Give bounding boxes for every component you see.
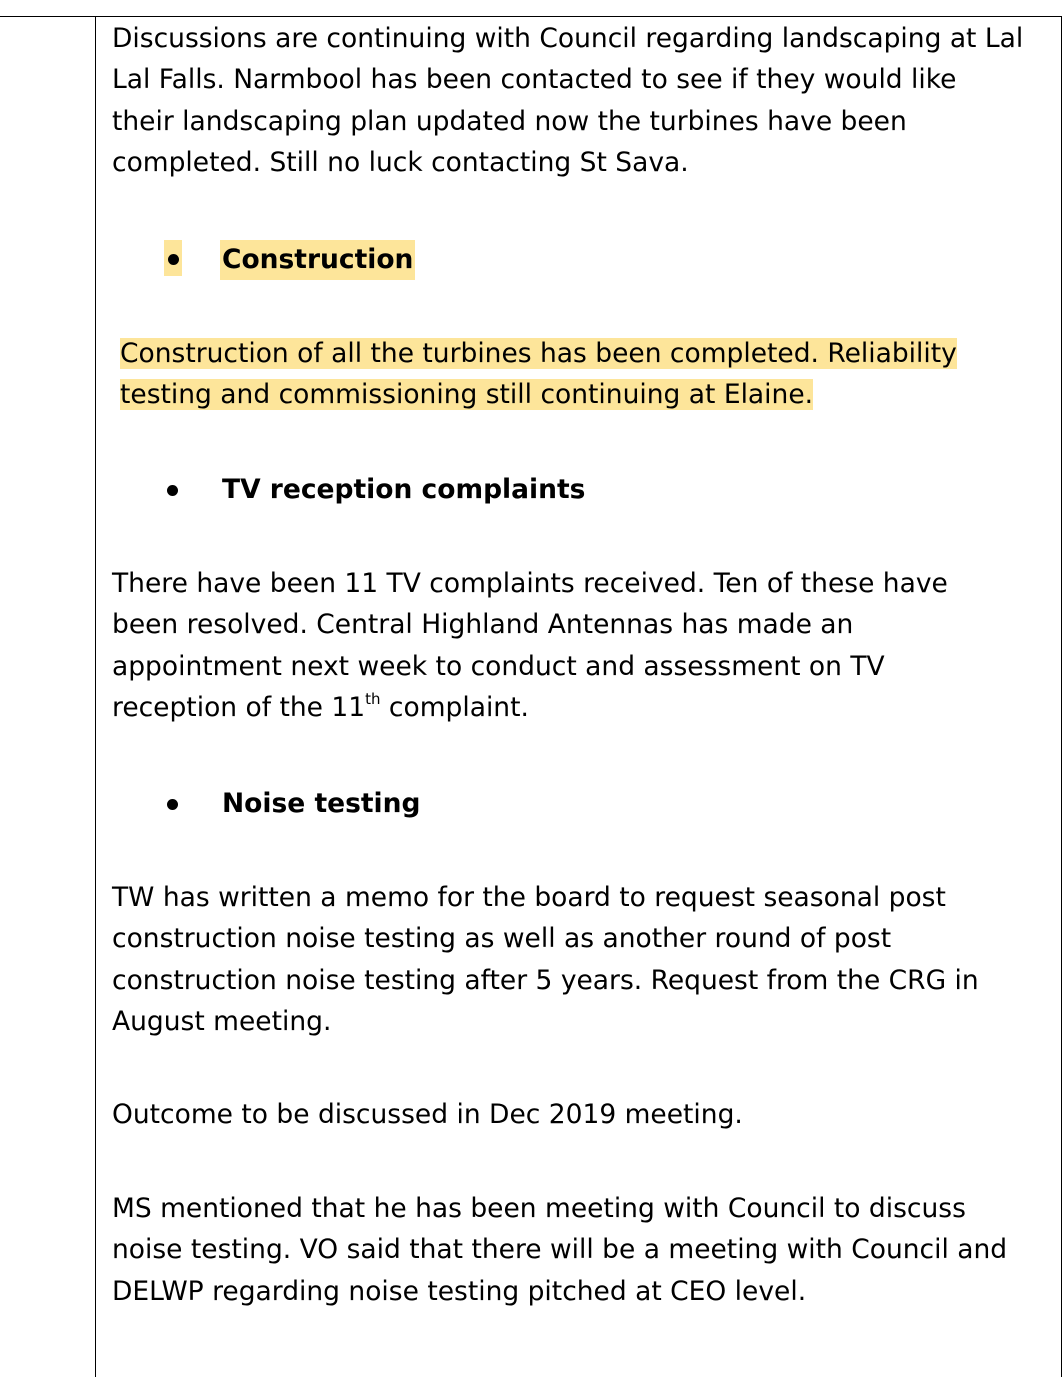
tv-heading: TV reception complaints — [222, 474, 586, 505]
ms-paragraph: MS mentioned that he has been meeting with Council to discuss noise testing. VO said that there will be a meeting with Council and DELWP regarding noise testing pitched at CEO level. — [112, 1193, 1008, 1307]
bullet-icon — [164, 240, 182, 276]
bullet-icon — [164, 796, 180, 812]
outcome-paragraph: Outcome to be discussed in Dec 2019 meeting. — [112, 1099, 743, 1130]
ordinal-suffix: th — [365, 689, 381, 708]
table-column-divider — [95, 16, 96, 1377]
tv-paragraph: There have been 11 TV complaints received. Ten of these have been resolved. Central Highland Antennas has made an appointment next week to conduct and assessment on TV reception of the 11th complaint. — [112, 568, 948, 723]
tv-heading-row — [112, 470, 1047, 510]
bullet-icon — [164, 482, 180, 498]
construction-paragraph: Construction of all the turbines has been completed. Reliability testing and commissioning still continuing at Elaine. — [120, 338, 957, 410]
construction-heading: Construction — [220, 240, 415, 280]
table-top-border — [0, 16, 1062, 17]
landscaping-paragraph: Discussions are continuing with Council regarding landscaping at Lal Lal Falls. Narmbool has been contacted to see if they would like their landscaping plan updated now the turbines have been completed. Still no luck contacting St Sava. — [112, 23, 1024, 178]
noise-paragraph: TW has written a memo for the board to request seasonal post construction noise testing as well as another round of post construction noise testing after 5 years. Request from the CRG in August meeting. — [112, 882, 979, 1037]
noise-heading: Noise testing — [222, 788, 421, 819]
noise-heading-row — [112, 784, 1047, 824]
construction-heading-row — [112, 240, 1047, 280]
table-right-border — [1061, 16, 1062, 1377]
